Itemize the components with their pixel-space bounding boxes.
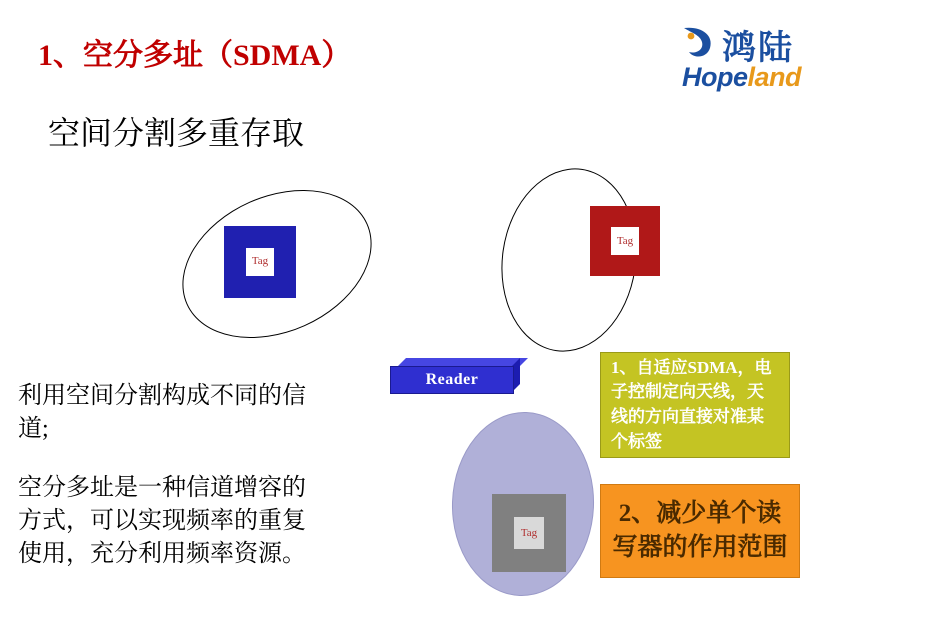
rfid-tag-red xyxy=(590,206,660,276)
reader-box-top-face xyxy=(398,358,528,366)
logo-english-part1: Hope xyxy=(682,62,748,92)
rfid-tag-red-label: Tag xyxy=(611,227,639,255)
callout-adaptive-sdma-text: 1、自适应SDMA，电子控制定向天线，天线的方向直接对准某个标签 xyxy=(611,357,772,451)
callout-reduce-range xyxy=(600,484,800,578)
body-paragraph-1: 利用空间分割构成不同的信道; xyxy=(18,383,306,443)
logo-swoosh-icon xyxy=(680,24,716,60)
page-title: 1、空分多址（SDMA） xyxy=(38,39,352,72)
logo-english-part2: land xyxy=(747,62,802,92)
logo-chinese-name: 鸿陆 xyxy=(722,30,794,67)
rfid-tag-blue xyxy=(224,226,296,298)
callout-reduce-range-text: 2、减少单个读写器的作用范围 xyxy=(612,500,788,561)
company-logo xyxy=(680,22,890,96)
page-subtitle: 空间分割多重存取 xyxy=(48,115,305,151)
reader-box xyxy=(390,358,520,394)
callout-adaptive-sdma xyxy=(600,352,790,458)
reader-box-front-face xyxy=(390,366,514,394)
logo-english-name xyxy=(682,62,801,93)
rfid-tag-gray xyxy=(492,494,566,572)
rfid-tag-blue-label: Tag xyxy=(246,248,275,277)
body-paragraph-2: 空分多址是一种信道增容的方式，可以实现频率的重复使用，充分利用频率资源。 xyxy=(18,475,306,568)
rfid-tag-gray-label: Tag xyxy=(514,517,544,548)
reader-label: Reader xyxy=(425,371,479,388)
